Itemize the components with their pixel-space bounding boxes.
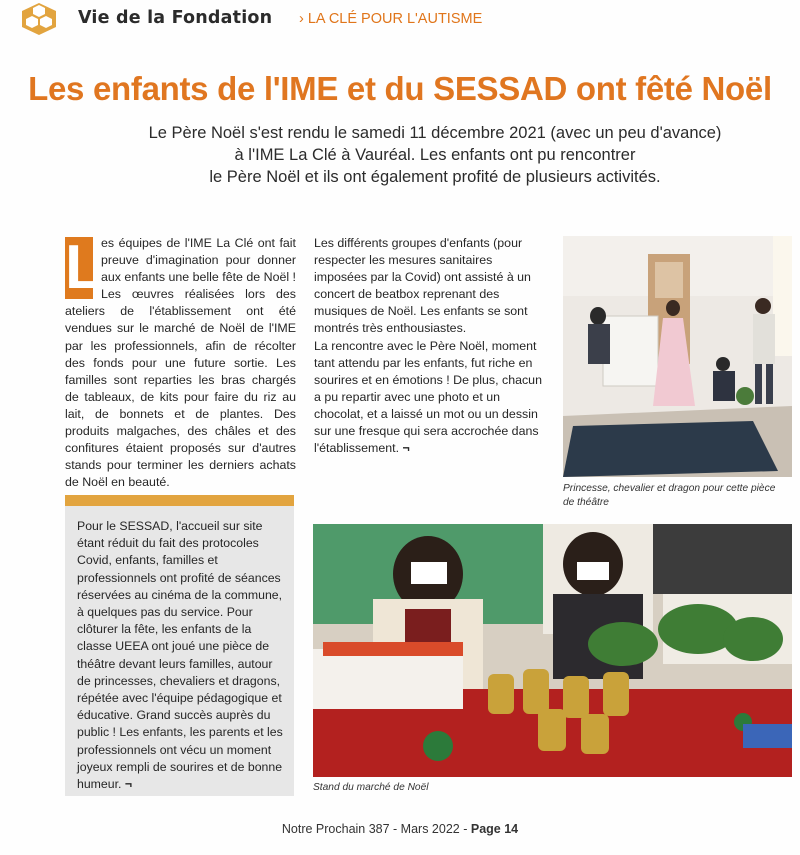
column-2-paragraph-2 xyxy=(314,338,546,458)
photo-theatre xyxy=(563,236,792,477)
sessad-box-body: Pour le SESSAD, l'accueil sur site étant réduit du fait des protocoles Covid, enfants, familles et professionnels ont profité de séances réservées au cinéma de la commune, à quelques pas du service. Pour clôturer la fête, les enfants de la classe UEEA ont joué une pièce de théâtre devant leurs familles, autour de princesses, chevaliers et dragons, répétée avec l'équipe pédagogique et éducative. Grand succès auprès du public ! Les enfants, les parents et les professionnels ont vécu un moment joyeux rempli de sourires et de bonne humeur. xyxy=(77,519,283,792)
dropcap: L xyxy=(65,233,103,302)
article-headline: Les enfants de l'IME et du SESSAD ont fêté Noël xyxy=(28,70,772,107)
column-2-paragraph-1: Les différents groupes d'enfants (pour respecter les mesures sanitaires imposées par la Covid) ont assisté à un concert de beatbox reprenant des musiques de Noël. Les enfants se sont montrés très enthousiastes. xyxy=(314,236,531,336)
subsection-title: › LA CLÉ POUR L'AUTISME xyxy=(299,11,483,27)
publication-info: Notre Prochain 387 - Mars 2022 - xyxy=(281,822,471,836)
column-1-paragraph: es équipes de l'IME La Clé ont fait preuve d'imagination pour donner aux enfants une belle fête de Noël ! Les œuvres réalisées lors des ateliers de l'établissement ont été vendues sur le marché de Noël de l'IME par les professionnels, afin de récolter des fonds pour une future sortie. Les familles sont reparties les bras chargés de tableaux, de kits pour faire du riz au lait, de bonnets et de plantes. Des produits malgaches, des châles et des confitures étaient proposés sur d'autres stands pour terminer les derniers achats de Noël en beauté. xyxy=(65,236,296,490)
photo-market-caption: Stand du marché de Noël xyxy=(313,782,429,793)
page-number: Page 14 xyxy=(470,822,519,836)
sessad-box-text xyxy=(77,518,285,793)
photo-market-illustration xyxy=(313,524,792,777)
article-intro xyxy=(110,122,760,188)
article-column-2 xyxy=(314,235,546,457)
honeycomb-logo-icon xyxy=(20,2,58,36)
section-title: Vie de la Fondation xyxy=(78,8,273,28)
column-2-paragraph-2-text: La rencontre avec le Père Noël, moment tant attendu par les enfants, fut riche en sourires et en émotions ! De plus, chacun a pu repartir avec une photo et un chocolat, et a laissé un mot ou un dessin sur une fresque qui sera accrochée dans l'établissement. xyxy=(314,338,542,456)
end-mark: ¬ xyxy=(124,777,133,792)
photo-theatre-caption: Princesse, chevalier et dragon pour cette pièce de théâtre xyxy=(563,483,776,508)
intro-line: le Père Noël et ils ont également profité de plusieurs activités. xyxy=(209,168,661,186)
photo-theatre-illustration xyxy=(563,236,792,477)
page-footer xyxy=(0,822,800,836)
sessad-box xyxy=(65,495,294,796)
intro-line: à l'IME La Clé à Vauréal. Les enfants ont pu rencontrer xyxy=(234,146,636,164)
photo-christmas-market xyxy=(313,524,792,777)
page-header xyxy=(20,2,780,36)
intro-line: Le Père Noël s'est rendu le samedi 11 décembre 2021 (avec un peu d'avance) xyxy=(148,124,722,142)
article-column-1 xyxy=(65,235,296,491)
end-mark: ¬ xyxy=(402,441,410,456)
